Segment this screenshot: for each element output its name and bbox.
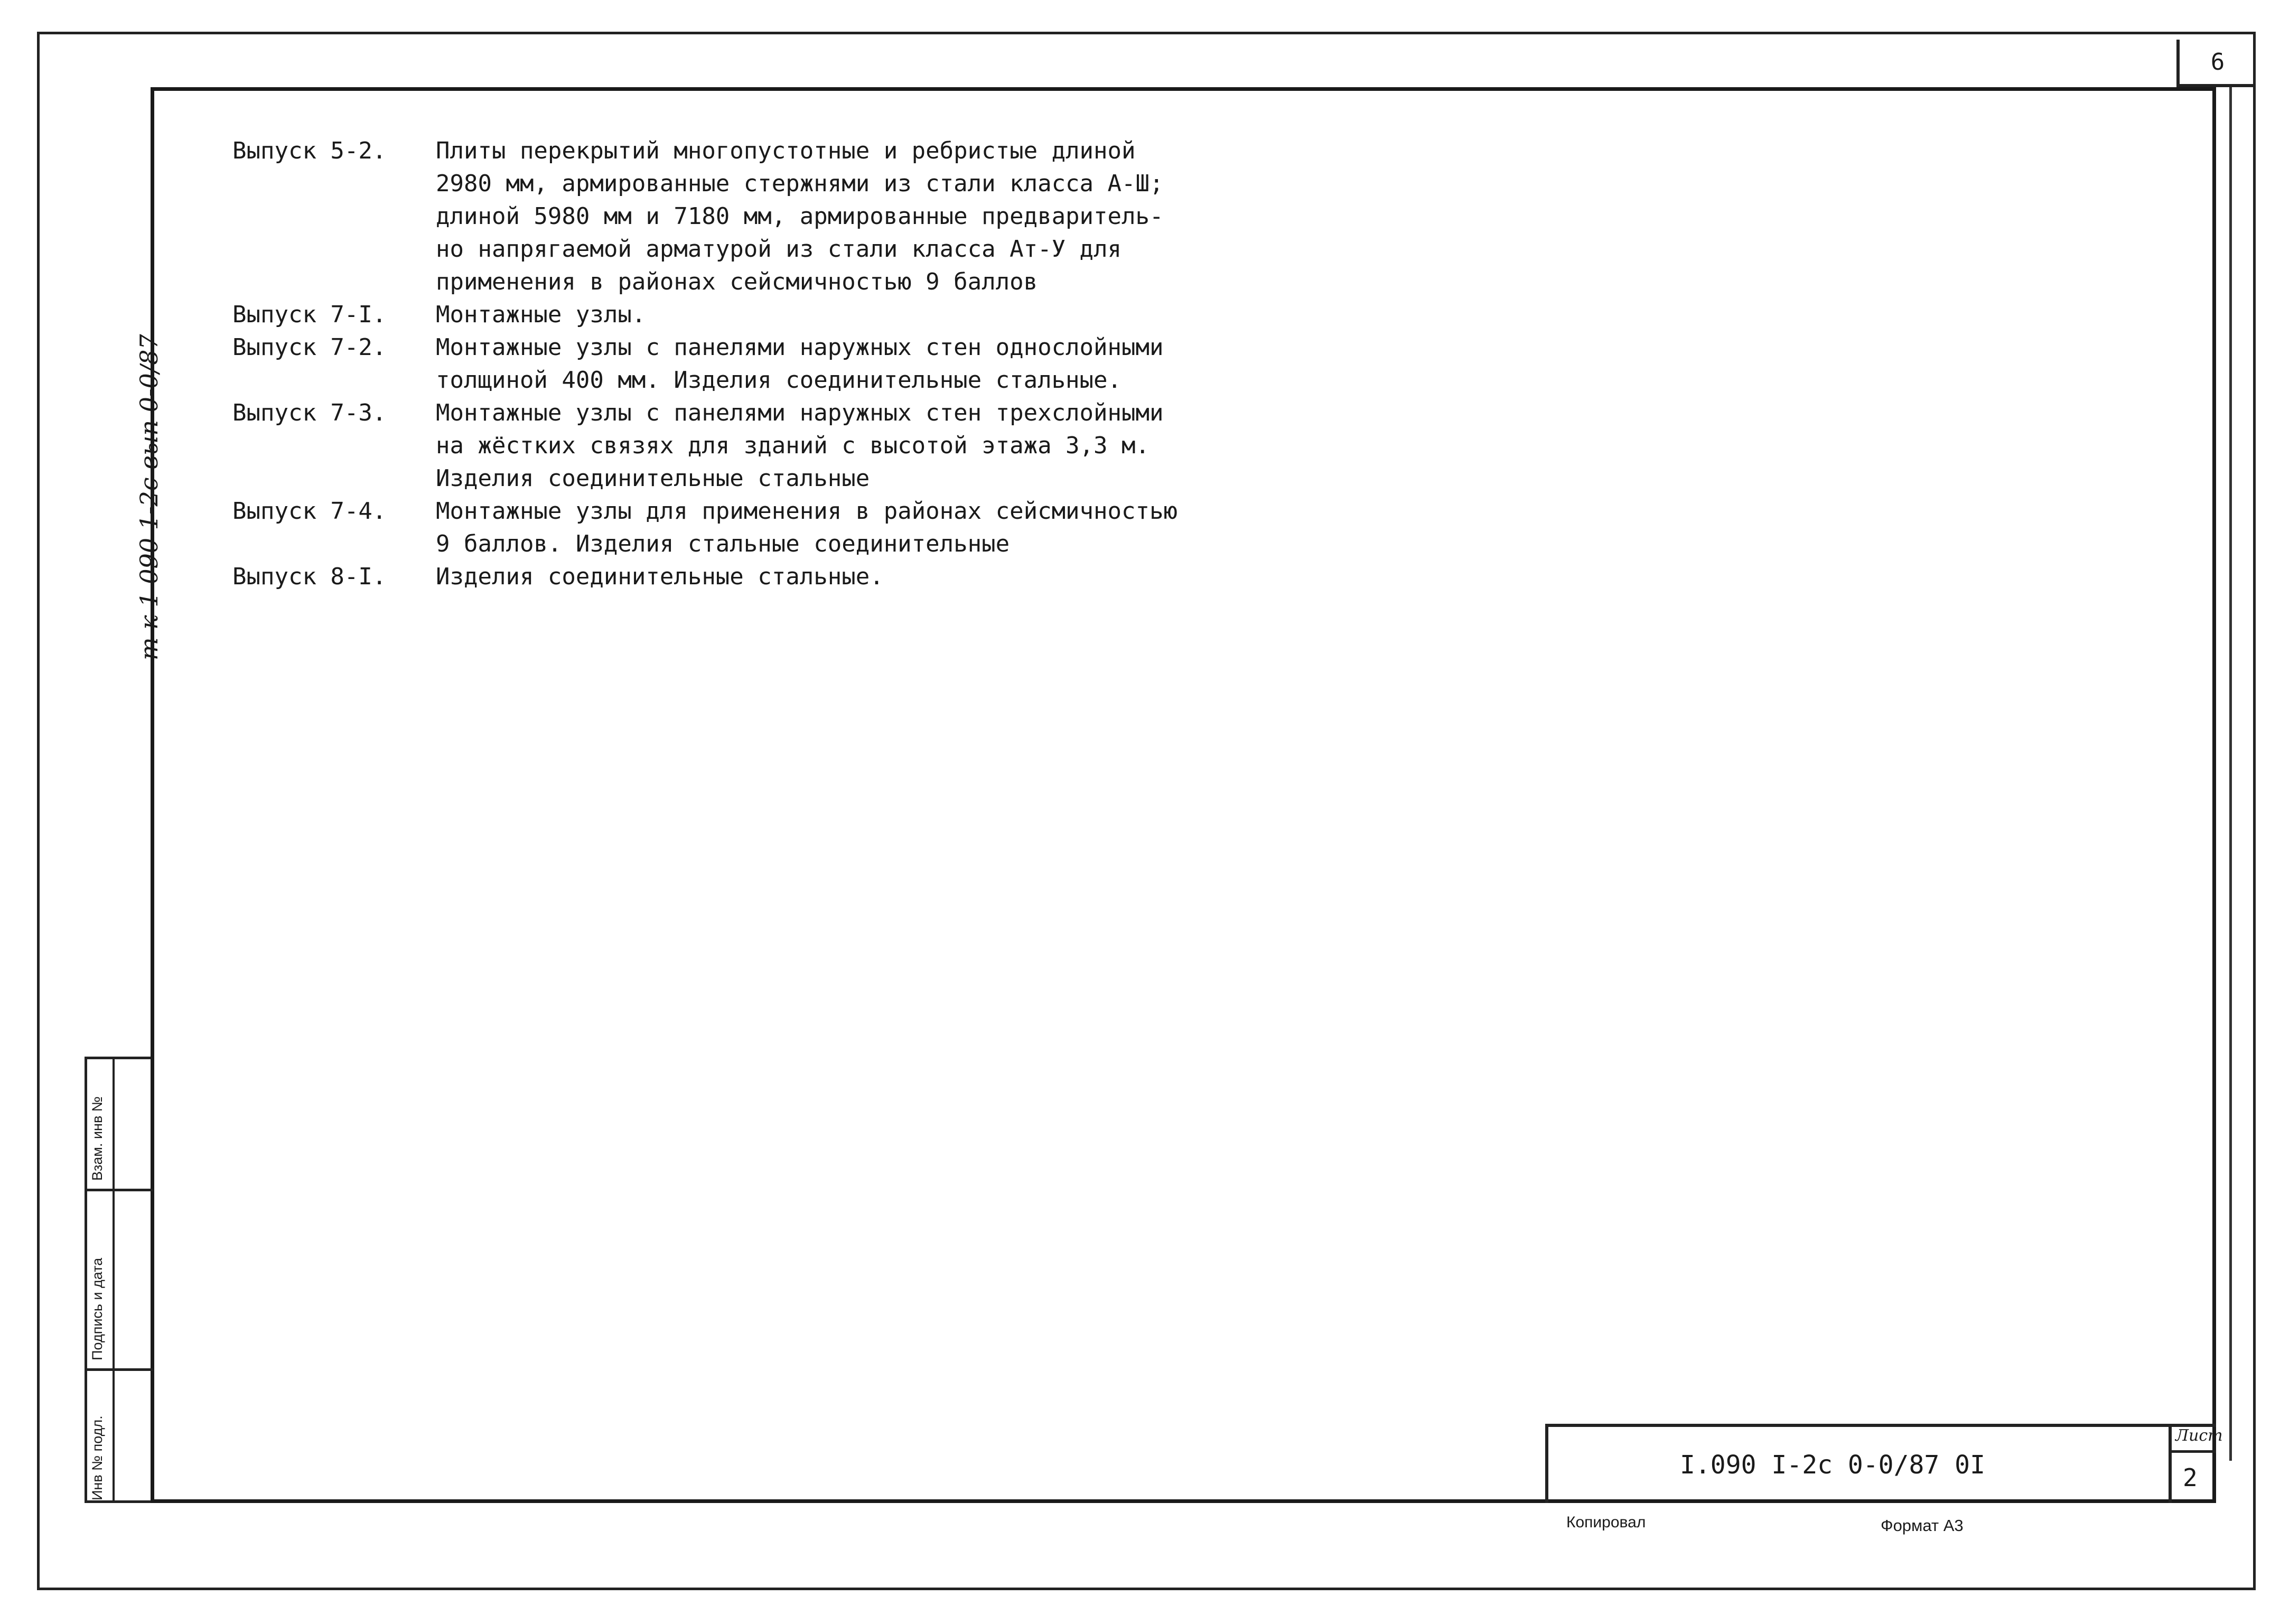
right-margin-line: [2229, 87, 2232, 1461]
issue-description: Монтажные узлы для применения в районах сейсмичностью 9 баллов. Изделия стальные соединительные: [436, 498, 1178, 557]
issue-description: Монтажные узлы.: [436, 301, 646, 328]
issue-description: Плиты перекрытий многопустотные и ребристые длиной 2980 мм, армированные стержнями из стали класса А-Ш; длиной 5980 мм и 7180 мм, армированные предваритель- но напрягаемой арматурой из стали класса Ат-У для применения в районах сейсмичностью 9 баллов: [436, 137, 1164, 295]
issue-number: Выпуск 8-I.: [232, 563, 387, 590]
sheet-cell-divider: [2169, 1450, 2216, 1453]
issue-item: [232, 298, 1289, 331]
issue-description: Монтажные узлы с панелями наружных стен трехслойными на жёстких связях для зданий с высотой этажа 3,3 м. Изделия соединительные стальные: [436, 399, 1164, 492]
issue-item: [232, 495, 1289, 561]
issue-number: Выпуск 7-I.: [232, 301, 387, 328]
issue-number: Выпуск 7-2.: [232, 334, 387, 361]
page-number-box: [2176, 40, 2256, 87]
issue-item: [232, 561, 1289, 593]
signature-date-label: Подпись и дата: [89, 1257, 105, 1360]
copied-by-caption: Копировал: [1566, 1514, 1646, 1531]
issue-number: Выпуск 5-2.: [232, 137, 387, 164]
side-document-code: т к 1 090 1-2с вып 0-0/87: [135, 334, 163, 660]
stamp-divider: [87, 1368, 153, 1371]
issue-description: Изделия соединительные стальные.: [436, 563, 884, 590]
issue-description: Монтажные узлы с панелями наружных стен однослойными толщиной 400 мм. Изделия соединительные стальные.: [436, 334, 1164, 394]
issue-number: Выпуск 7-4.: [232, 498, 387, 525]
issue-item: [232, 397, 1289, 495]
stamp-divider: [87, 1189, 153, 1191]
issue-item: [232, 331, 1289, 397]
format-caption: Формат А3: [1881, 1516, 1964, 1535]
issues-list: [232, 135, 1289, 593]
replaced-inventory-label: Взам. инв №: [89, 1096, 105, 1181]
sheet-label: Лист: [2175, 1426, 2223, 1445]
issue-number: Выпуск 7-3.: [232, 399, 387, 426]
document-code: I.090 I-2с 0-0/87 0I: [1680, 1450, 1985, 1480]
approval-stamp-column: [85, 1057, 151, 1503]
page-number: 6: [2210, 48, 2225, 76]
inventory-number-label: Инв № подл.: [89, 1415, 105, 1500]
sheet-number: 2: [2183, 1463, 2198, 1492]
issue-item: [232, 135, 1289, 298]
